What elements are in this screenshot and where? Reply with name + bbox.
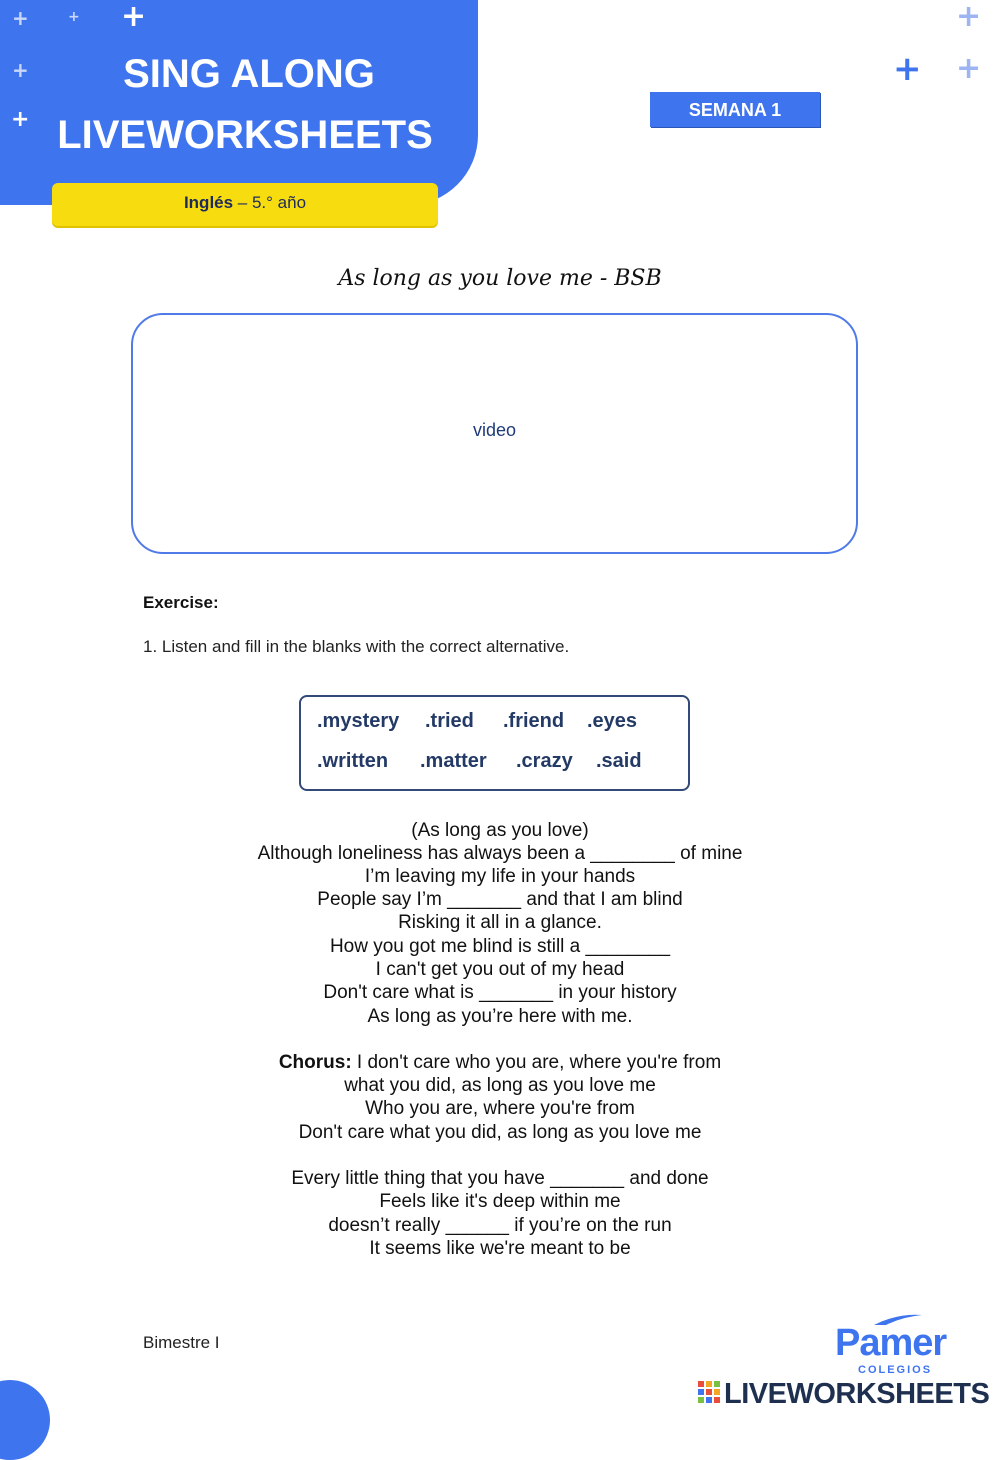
liveworksheets-icon [698, 1381, 720, 1405]
worksheet-title-line1: SING ALONG [123, 52, 375, 96]
word-bank-item: .friend [503, 710, 565, 732]
lyric-line: doesn’t really ______ if you’re on the run [328, 1215, 672, 1236]
lyric-line: Don't care what you did, as long as you love me [298, 1122, 702, 1143]
word-bank-item: .written [317, 750, 389, 772]
word-bank-item: .tried [425, 710, 474, 732]
word-bank-item: .eyes [587, 710, 638, 732]
word-bank [299, 695, 690, 791]
exercise-heading: Exercise: [143, 593, 219, 612]
chorus-text: I don't care who you are, where you're from [351, 1052, 722, 1073]
pamer-logo: Pamer [835, 1322, 947, 1364]
song-title: As long as you love me - BSB [338, 266, 662, 291]
exercise-instruction: 1. Listen and fill in the blanks with the correct alternative. [143, 637, 570, 656]
liveworksheets-wordmark: LIVEWORKSHEETS [724, 1378, 990, 1410]
lyric-line: Feels like it's deep within me [379, 1191, 621, 1212]
lyric-line: People say I’m _______ and that I am blind [317, 889, 683, 910]
lyric-line: (As long as you love) [411, 820, 589, 841]
word-bank-item: .said [596, 750, 642, 772]
lyric-line: As long as you’re here with me. [367, 1006, 633, 1027]
subject-grade: – 5.° año [233, 193, 307, 212]
plus-icon: + [11, 107, 30, 132]
video-label: video [472, 420, 517, 440]
word-bank-item: .mystery [317, 710, 400, 732]
video-player[interactable] [131, 313, 858, 554]
lyric-line: what you did, as long as you love me [344, 1075, 656, 1096]
word-bank-item: .crazy [516, 750, 573, 772]
lyric-line: Don't care what is _______ in your history [323, 982, 677, 1003]
lyric-line: Who you are, where you're from [365, 1098, 635, 1119]
subject-name: Inglés [183, 193, 234, 212]
chorus-label: Chorus: [278, 1052, 352, 1073]
header-banner [0, 0, 478, 205]
lyric-line: Although loneliness has always been a ________ of mine [257, 843, 743, 864]
plus-icon: + [956, 0, 982, 34]
word-bank-item: .matter [420, 750, 487, 772]
lyric-line: It seems like we're meant to be [369, 1238, 631, 1259]
corner-decoration [0, 1380, 50, 1460]
worksheet-title-line2: LIVEWORKSHEETS [57, 113, 433, 157]
lyric-line: How you got me blind is still a ________ [329, 936, 671, 957]
pamer-logo-sub: COLEGIOS [858, 1364, 933, 1376]
plus-icon: + [893, 49, 922, 89]
lyric-line: I’m leaving my life in your hands [364, 866, 636, 887]
plus-icon: + [12, 6, 29, 30]
subject-bar [52, 183, 438, 226]
term-label: Bimestre I [143, 1333, 220, 1352]
week-badge: SEMANA 1 [650, 92, 820, 127]
subject-label [52, 193, 438, 213]
liveworksheets-logo[interactable] [698, 1378, 998, 1408]
lyric-line: Every little thing that you have _______ and done [291, 1168, 709, 1189]
plus-icon: + [12, 58, 29, 82]
plus-icon: + [121, 0, 147, 34]
lyric-line: Risking it all in a glance. [398, 912, 602, 933]
plus-icon: + [68, 9, 80, 25]
lyric-line: I can't get you out of my head [375, 959, 625, 980]
plus-icon: + [956, 51, 982, 86]
chorus-line [0, 1052, 1000, 1074]
